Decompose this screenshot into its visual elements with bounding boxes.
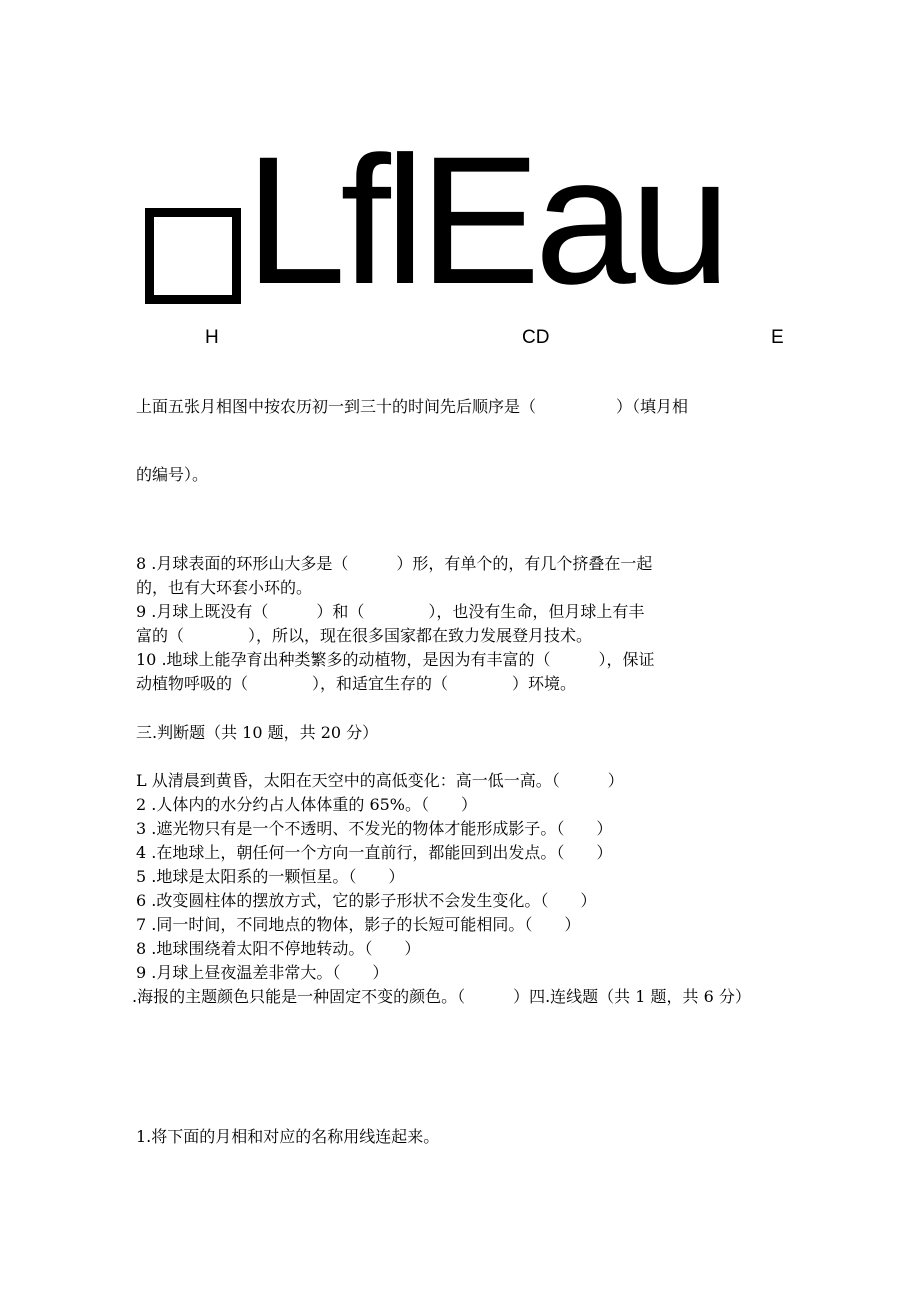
fill-question-9-line-1: 9 .月球上既没有（ ）和（ ），也没有生命，但月球上有丰: [136, 602, 645, 621]
fill-question-8-line-1: 8 .月球表面的环形山大多是（ ）形，有单个的，有几个挤叠在一起: [136, 554, 653, 573]
fill-question-9-line-2: 富的（ ），所以，现在很多国家都在致力发展登月技术。: [136, 626, 593, 645]
judge-item-7: 7 .同一时间，不同地点的物体，影子的长短可能相同。（ ）: [136, 915, 581, 934]
section-3-title: 三.判断题（共 10 题，共 20 分）: [136, 723, 379, 742]
judge-item-2: 2 .人体内的水分约占人体体重的 65%。（ ）: [136, 795, 478, 814]
judge-item-10-and-section-4-title: .海报的主题颜色只能是一种固定不变的颜色。（ ）四.连线题（共 1 题，共 6 分）: [132, 987, 751, 1006]
judge-item-3: 3 .遮光物只有是一个不透明、不发光的物体才能形成影子。（ ）: [136, 819, 613, 838]
image-label-e: E: [771, 327, 784, 348]
fill-question-10-line-2: 动植物呼吸的（ ），和适宜生存的（ ）环境。: [136, 674, 577, 693]
judge-item-8: 8 .地球围绕着太阳不停地转动。（ ）: [136, 939, 421, 958]
image-label-cd: CD: [522, 327, 550, 348]
judge-item-5: 5 .地球是太阳系的一颗恒星。（ ）: [136, 867, 405, 886]
fill-question-10-line-1: 10 .地球上能孕育出种类繁多的动植物，是因为有丰富的（ ），保证: [136, 650, 655, 669]
judge-item-4: 4 .在地球上，朝任何一个方向一直前行，都能回到出发点。（ ）: [136, 843, 613, 862]
image-label-h: H: [205, 327, 219, 348]
intro-line-1: 上面五张月相图中按农历初一到三十的时间先后顺序是（ ）（填月相: [136, 397, 689, 416]
judge-item-9: 9 .月球上昼夜温差非常大。（ ）: [136, 963, 389, 982]
judge-item-6: 6 .改变圆柱体的摆放方式，它的影子形状不会发生变化。（ ）: [136, 891, 597, 910]
placeholder-box-icon: [145, 208, 241, 304]
image-glyph-text: LflEau: [245, 118, 726, 322]
judge-item-1: L 从清晨到黄昏，太阳在天空中的高低变化：高一低一高。（ ）: [136, 771, 624, 790]
intro-line-2: 的编号）。: [136, 465, 209, 484]
matching-question-1: 1.将下面的月相和对应的名称用线连起来。: [136, 1127, 440, 1146]
fill-question-8-line-2: 的，也有大环套小环的。: [136, 578, 313, 597]
